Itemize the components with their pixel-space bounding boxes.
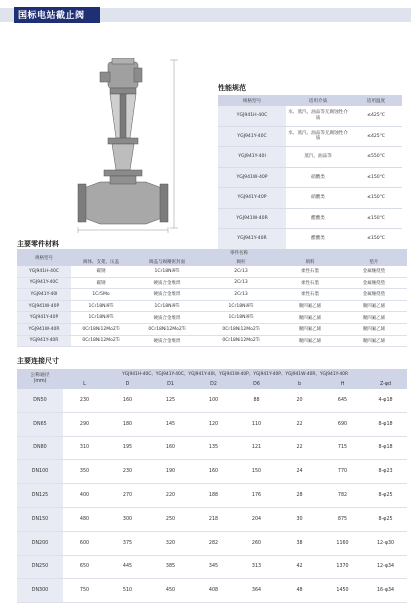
dimensions-title: 主要连接尺寸	[17, 357, 59, 365]
table-cell: 2Cr13	[203, 277, 279, 289]
table-cell: 42	[278, 555, 321, 579]
materials-table	[17, 249, 407, 347]
table-cell: 12-φ30	[364, 531, 407, 555]
table-row	[17, 436, 407, 460]
table-cell: 0Cr18Ni12Mo2Ti	[203, 335, 279, 347]
table-row	[218, 106, 402, 126]
table-cell: 8-φ18	[364, 436, 407, 460]
materials-header-cell: 垫片	[341, 258, 407, 267]
table-cell: 0Cr18Ni12Mo2Ti	[71, 323, 131, 335]
table-cell: ≤150℃	[350, 167, 402, 188]
table-cell: 1Cr18Ni9Ti	[203, 300, 279, 312]
table-cell: 聚四氟乙烯	[279, 335, 341, 347]
table-row	[17, 579, 407, 603]
table-cell: 135	[192, 436, 235, 460]
table-cell: YGJ941Y-40R	[218, 229, 286, 250]
table-cell: 30	[278, 507, 321, 531]
table-cell: 650	[63, 555, 106, 579]
table-cell: 320	[149, 531, 192, 555]
table-cell: 12-φ34	[364, 555, 407, 579]
table-cell: ≤425℃	[350, 106, 402, 126]
dimensions-header-cell: H	[321, 379, 364, 389]
materials-group-header: 零件名称	[71, 249, 407, 258]
performance-title: 性能规范	[218, 84, 246, 92]
table-cell: 260	[235, 531, 278, 555]
table-cell: YGJ941Y-40C	[218, 126, 286, 147]
table-cell: 硝酸类	[286, 188, 350, 209]
table-row	[17, 484, 407, 508]
table-row	[17, 555, 407, 579]
table-cell: 120	[192, 412, 235, 436]
dimensions-table	[17, 369, 407, 603]
table-cell: DN125	[17, 484, 63, 508]
table-cell: 聚四氟乙烯	[341, 300, 407, 312]
table-cell: 313	[235, 555, 278, 579]
table-cell: YGJ941H-40C	[218, 106, 286, 126]
table-cell: 282	[192, 531, 235, 555]
table-cell: 875	[321, 507, 364, 531]
table-cell: 364	[235, 579, 278, 603]
table-row	[17, 412, 407, 436]
table-cell: 1Cr18Ni9Ti	[203, 312, 279, 324]
table-cell: 510	[106, 579, 149, 603]
table-cell: YGJ941W-40R	[17, 323, 71, 335]
table-cell: 450	[149, 579, 192, 603]
table-cell: 蒸汽、油品等	[286, 147, 350, 168]
table-cell: 230	[106, 460, 149, 484]
table-cell: 230	[63, 389, 106, 412]
materials-title: 主要零件材料	[17, 240, 59, 248]
performance-header-cell: 规格型号	[218, 95, 286, 106]
table-cell: 145	[149, 412, 192, 436]
table-cell: YGJ941H-40C	[17, 266, 71, 277]
materials-header-cell: 填料	[279, 258, 341, 267]
performance-header-row	[218, 95, 402, 106]
table-cell: 218	[192, 507, 235, 531]
table-row	[218, 167, 402, 188]
table-cell: 48	[278, 579, 321, 603]
table-cell: 0Cr18Ni12Mo2Ti	[203, 323, 279, 335]
table-cell: 水、蒸汽、油品等无腐蚀性介质	[286, 126, 350, 147]
dimensions-header-cell: L	[63, 379, 106, 389]
table-cell: 1Cr5Mo	[71, 289, 131, 301]
materials-col-model: 规格型号	[17, 249, 71, 266]
table-cell: 190	[149, 460, 192, 484]
table-row	[218, 147, 402, 168]
table-cell: 22	[278, 436, 321, 460]
table-cell: 金属缠绕垫	[341, 277, 407, 289]
table-row	[17, 335, 407, 347]
dimensions-header-row	[17, 379, 407, 389]
table-cell: DN300	[17, 579, 63, 603]
table-cell: 碳钢	[71, 277, 131, 289]
table-row	[17, 277, 407, 289]
table-cell: YGJ941Y-40P	[17, 312, 71, 324]
table-cell: 1160	[321, 531, 364, 555]
table-cell: 8-φ18	[364, 412, 407, 436]
table-row	[17, 323, 407, 335]
table-row	[17, 289, 407, 301]
table-cell: DN200	[17, 531, 63, 555]
table-cell: 硬质合金堆焊	[131, 277, 203, 289]
table-cell: 1370	[321, 555, 364, 579]
table-cell: 16-φ34	[364, 579, 407, 603]
table-cell: 176	[235, 484, 278, 508]
table-cell: YGJ941Y-40P	[218, 188, 286, 209]
table-cell: 硬质合金堆焊	[131, 312, 203, 324]
table-cell: YGJ941W-40R	[218, 208, 286, 229]
table-cell: ≤150℃	[350, 188, 402, 209]
table-cell: 385	[149, 555, 192, 579]
table-cell: 醋酸类	[286, 208, 350, 229]
table-cell: 8-φ25	[364, 507, 407, 531]
table-cell: 400	[63, 484, 106, 508]
table-cell: 28	[278, 484, 321, 508]
table-cell: YGJ941Y-40C	[17, 277, 71, 289]
table-cell: 160	[192, 460, 235, 484]
table-cell: ≤150℃	[350, 208, 402, 229]
table-row	[17, 312, 407, 324]
table-cell: 8-φ23	[364, 460, 407, 484]
valve-drawing	[70, 58, 190, 236]
table-cell: 300	[106, 507, 149, 531]
table-cell: DN80	[17, 436, 63, 460]
table-cell: YGJ941W-40P	[218, 167, 286, 188]
performance-table	[218, 95, 402, 250]
table-cell: 250	[149, 507, 192, 531]
dimensions-group-header: YGJ941H-40C、YGJ941Y-40C、YGJ941Y-40I、YGJ941W-40P、YGJ941Y-40P、YGJ941W-40R、YGJ941Y-40R	[63, 369, 407, 379]
table-row	[218, 188, 402, 209]
table-cell: 1Cr18Ni9Ti	[131, 300, 203, 312]
table-row	[17, 507, 407, 531]
table-row	[218, 208, 402, 229]
table-cell: YGJ941Y-40R	[17, 335, 71, 347]
table-cell: 聚四氟乙烯	[341, 312, 407, 324]
table-cell: 600	[63, 531, 106, 555]
table-row	[17, 460, 407, 484]
table-cell: 0Cr18Ni12Mo2Ti	[131, 323, 203, 335]
table-cell: YGJ941Y-40I	[218, 147, 286, 168]
table-cell: DN50	[17, 389, 63, 412]
dimensions-col-dn: 公称通径 (mm)	[17, 369, 63, 389]
table-cell: 8-φ25	[364, 484, 407, 508]
table-cell: ≤150℃	[350, 229, 402, 250]
table-row	[218, 126, 402, 147]
table-cell: DN100	[17, 460, 63, 484]
table-cell: 聚四氟乙烯	[341, 335, 407, 347]
table-cell: 310	[63, 436, 106, 460]
dimensions-header-cell: D6	[235, 379, 278, 389]
table-row	[218, 229, 402, 250]
dimensions-header-cell: D2	[192, 379, 235, 389]
table-cell: 188	[192, 484, 235, 508]
table-cell: 聚四氟乙烯	[341, 323, 407, 335]
table-cell: 碳钢	[71, 266, 131, 277]
table-cell: 1Cr18Ni9Ti	[71, 300, 131, 312]
table-cell: 645	[321, 389, 364, 412]
table-cell: 220	[149, 484, 192, 508]
table-cell: 聚四氟乙烯	[279, 323, 341, 335]
dimensions-header-cell: D	[106, 379, 149, 389]
table-cell: 22	[278, 412, 321, 436]
table-cell: 88	[235, 389, 278, 412]
table-cell: 690	[321, 412, 364, 436]
table-cell: 4-φ18	[364, 389, 407, 412]
table-cell: 782	[321, 484, 364, 508]
table-cell: YGJ941Y-40I	[17, 289, 71, 301]
table-cell: 0Cr18Ni12Mo2Ti	[71, 335, 131, 347]
dimensions-header-cell: Z-φd	[364, 379, 407, 389]
table-cell: DN65	[17, 412, 63, 436]
table-cell: YGJ941W-40P	[17, 300, 71, 312]
table-cell: 480	[63, 507, 106, 531]
performance-header-cell: 适用介质	[286, 95, 350, 106]
table-cell: 金属缠绕垫	[341, 289, 407, 301]
dimensions-header-cell: b	[278, 379, 321, 389]
table-cell: 醋酸类	[286, 229, 350, 250]
table-cell: 柔性石墨	[279, 277, 341, 289]
table-cell: 195	[106, 436, 149, 460]
materials-header-cell: 阀盖与阀瓣密封面	[131, 258, 203, 267]
table-cell: 750	[63, 579, 106, 603]
table-row	[17, 266, 407, 277]
table-cell: 聚四氟乙烯	[279, 312, 341, 324]
table-cell: 柔性石墨	[279, 266, 341, 277]
performance-header-cell: 适用温度	[350, 95, 402, 106]
table-cell: DN150	[17, 507, 63, 531]
table-cell: 204	[235, 507, 278, 531]
materials-header-cell: 阀杆	[203, 258, 279, 267]
table-cell: 2Cr13	[203, 266, 279, 277]
materials-header-cell: 阀体、支架、压盖	[71, 258, 131, 267]
table-cell: 硝酸类	[286, 167, 350, 188]
table-cell: 20	[278, 389, 321, 412]
table-cell: 445	[106, 555, 149, 579]
page-title: 国标电站截止阀	[18, 11, 85, 21]
table-row	[17, 300, 407, 312]
dimensions-header-cell: D1	[149, 379, 192, 389]
table-cell: ≤550℃	[350, 147, 402, 168]
table-cell: 水、蒸汽、油品等无腐蚀性介质	[286, 106, 350, 126]
table-cell: 160	[149, 436, 192, 460]
table-cell: 375	[106, 531, 149, 555]
table-cell: 1Cr18Ni9Ti	[71, 312, 131, 324]
table-cell: 1Cr18Ni9Ti	[131, 266, 203, 277]
table-cell: 270	[106, 484, 149, 508]
table-cell: 硬质合金堆焊	[131, 289, 203, 301]
table-row	[17, 389, 407, 412]
table-cell: 柔性石墨	[279, 289, 341, 301]
table-cell: 125	[149, 389, 192, 412]
table-cell: 121	[235, 436, 278, 460]
table-cell: 110	[235, 412, 278, 436]
table-cell: 38	[278, 531, 321, 555]
table-cell: 硬质合金堆焊	[131, 335, 203, 347]
table-cell: 770	[321, 460, 364, 484]
table-cell: 金属缠绕垫	[341, 266, 407, 277]
table-cell: 24	[278, 460, 321, 484]
table-cell: 100	[192, 389, 235, 412]
table-cell: 180	[106, 412, 149, 436]
table-row	[17, 531, 407, 555]
table-cell: 290	[63, 412, 106, 436]
table-cell: ≤425℃	[350, 126, 402, 147]
title-banner	[0, 0, 411, 26]
table-cell: 2Cr13	[203, 289, 279, 301]
table-cell: DN250	[17, 555, 63, 579]
table-cell: 160	[106, 389, 149, 412]
table-cell: 408	[192, 579, 235, 603]
table-cell: 345	[192, 555, 235, 579]
table-cell: 715	[321, 436, 364, 460]
table-cell: 350	[63, 460, 106, 484]
table-cell: 聚四氟乙烯	[279, 300, 341, 312]
materials-header-row	[17, 258, 407, 267]
table-cell: 150	[235, 460, 278, 484]
table-cell: 1450	[321, 579, 364, 603]
